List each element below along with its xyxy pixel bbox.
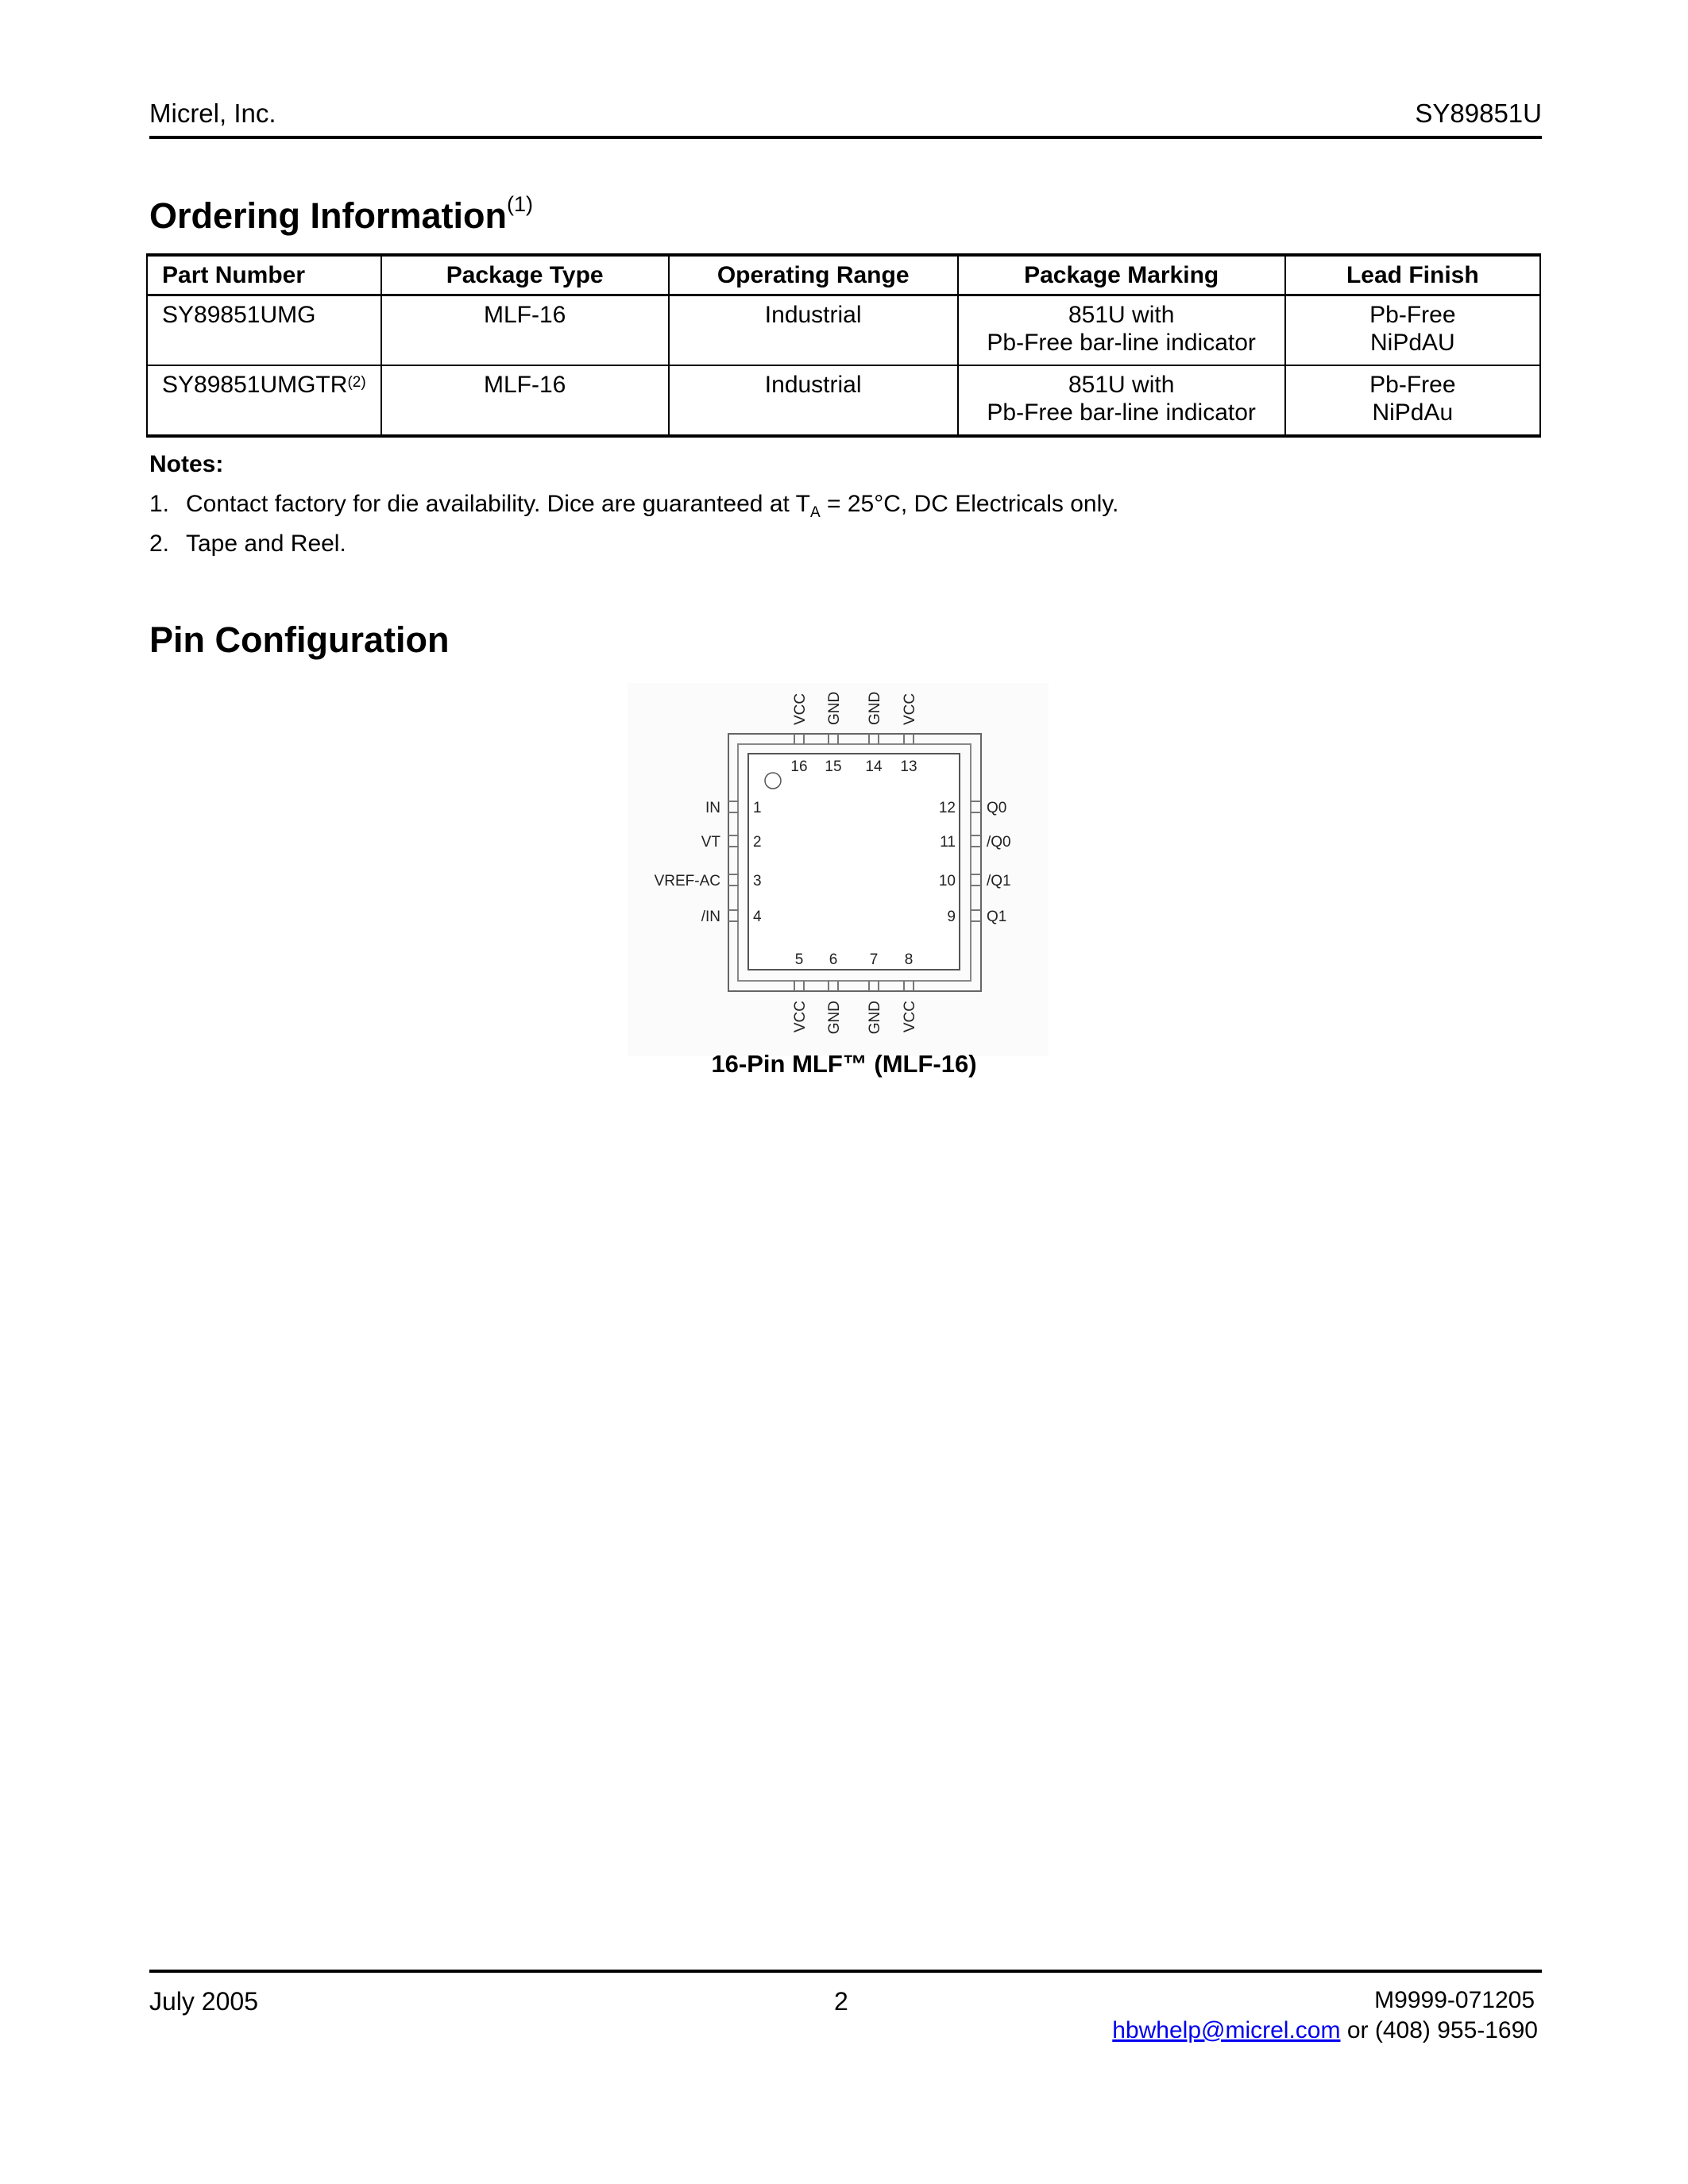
pin-name-label: VCC (792, 1001, 809, 1033)
col-part-number: Part Number (147, 255, 381, 295)
pin-name-label: VCC (792, 693, 809, 725)
pin-name-label: VT (701, 834, 720, 851)
cell-package: MLF-16 (381, 295, 669, 366)
finish-line: Pb-Free (1369, 372, 1456, 398)
note-number: 1. (149, 491, 170, 517)
cell-range: Industrial (669, 365, 958, 436)
note-item (149, 531, 346, 558)
table-row (147, 365, 1540, 436)
pin-name-label: /Q0 (987, 834, 1011, 851)
footer-page-number: 2 (834, 1987, 848, 2016)
pin-name-label: VREF-AC (654, 873, 720, 889)
footer-contact (1112, 2017, 1538, 2044)
col-lead-finish: Lead Finish (1285, 255, 1540, 295)
ordering-title (149, 192, 533, 237)
col-operating-range: Operating Range (669, 255, 958, 295)
cell-finish (1285, 295, 1540, 366)
pin-diagram (628, 675, 1072, 1088)
col-package-type: Package Type (381, 255, 669, 295)
footer-doc-number: M9999-071205 (1374, 1987, 1535, 2013)
pin-name-label: /IN (701, 909, 720, 925)
col-package-marking: Package Marking (958, 255, 1285, 295)
pin-name-label: VCC (902, 1001, 918, 1033)
footer-rule (149, 1970, 1542, 1973)
pin-number-label: 11 (940, 834, 956, 851)
table-row (147, 295, 1540, 366)
pin-name-label: IN (705, 800, 720, 816)
note-item (149, 491, 1118, 522)
support-email-link[interactable]: hbwhelp@micrel.com (1112, 2017, 1341, 2043)
cell-marking (958, 295, 1285, 366)
marking-line: Pb-Free bar-line indicator (987, 330, 1256, 356)
pin-number-label: 7 (869, 951, 879, 968)
marking-line: Pb-Free bar-line indicator (987, 399, 1256, 426)
ordering-table (146, 253, 1541, 438)
pin-number-label: 4 (753, 909, 762, 925)
note-text: Tape and Reel. (186, 531, 346, 557)
cell-marking (958, 365, 1285, 436)
pin-name-label: GND (826, 691, 843, 725)
pin-number-label: 9 (947, 909, 956, 925)
note-subscript: A (809, 504, 821, 521)
finish-line: Pb-Free (1369, 302, 1456, 328)
note-text: = 25°C, DC Electricals only. (820, 491, 1119, 517)
pin-name-label: GND (867, 691, 883, 725)
header-rule (149, 136, 1542, 139)
pin-name-label: Q1 (987, 909, 1007, 925)
pin-number-label: 16 (790, 758, 808, 775)
header-company: Micrel, Inc. (149, 98, 276, 128)
pin-name-label: VCC (902, 693, 918, 725)
pin-name-label: GND (826, 1001, 843, 1035)
part-number: SY89851UMG (162, 302, 316, 328)
pin-number-label: 1 (753, 800, 762, 816)
finish-line: NiPdAU (1369, 330, 1455, 356)
part-number: SY89851UMGTR (162, 372, 348, 398)
note-text: Contact factory for die availability. Dice are guaranteed at T (186, 491, 810, 517)
cell-part (147, 295, 381, 366)
pin-name-label: /Q1 (987, 873, 1011, 889)
pin-number-label: 14 (865, 758, 883, 775)
pin-number-label: 2 (753, 834, 762, 851)
pin-name-label: GND (867, 1001, 883, 1035)
marking-line: 851U with (1068, 302, 1175, 328)
table-header-row (147, 255, 1540, 295)
pin-number-label: 12 (938, 800, 956, 816)
pin-number-label: 10 (938, 873, 956, 889)
notes-title: Notes: (149, 451, 224, 477)
note-number: 2. (149, 531, 170, 557)
support-phone: or (408) 955-1690 (1346, 2017, 1538, 2043)
package-die (748, 754, 960, 970)
cell-part (147, 365, 381, 436)
pin-number-label: 6 (829, 951, 838, 968)
finish-line: NiPdAu (1372, 399, 1454, 426)
pin-number-label: 13 (900, 758, 917, 775)
cell-package: MLF-16 (381, 365, 669, 436)
header-part-number: SY89851U (1415, 98, 1542, 128)
pin-number-label: 5 (794, 951, 804, 968)
pin-name-label: Q0 (987, 800, 1007, 816)
cell-finish (1285, 365, 1540, 436)
pin-diagram-caption: 16-Pin MLF™ (MLF-16) (711, 1050, 977, 1078)
footer-date: July 2005 (149, 1987, 258, 2016)
pin-config-title: Pin Configuration (149, 619, 450, 660)
part-note: (2) (347, 374, 366, 391)
ordering-title-note: (1) (507, 192, 533, 216)
ordering-title-text: Ordering Information (149, 195, 507, 236)
marking-line: 851U with (1068, 372, 1175, 398)
pin-number-label: 15 (825, 758, 842, 775)
cell-range: Industrial (669, 295, 958, 366)
pin-number-label: 8 (904, 951, 914, 968)
pin-number-label: 3 (753, 873, 762, 889)
